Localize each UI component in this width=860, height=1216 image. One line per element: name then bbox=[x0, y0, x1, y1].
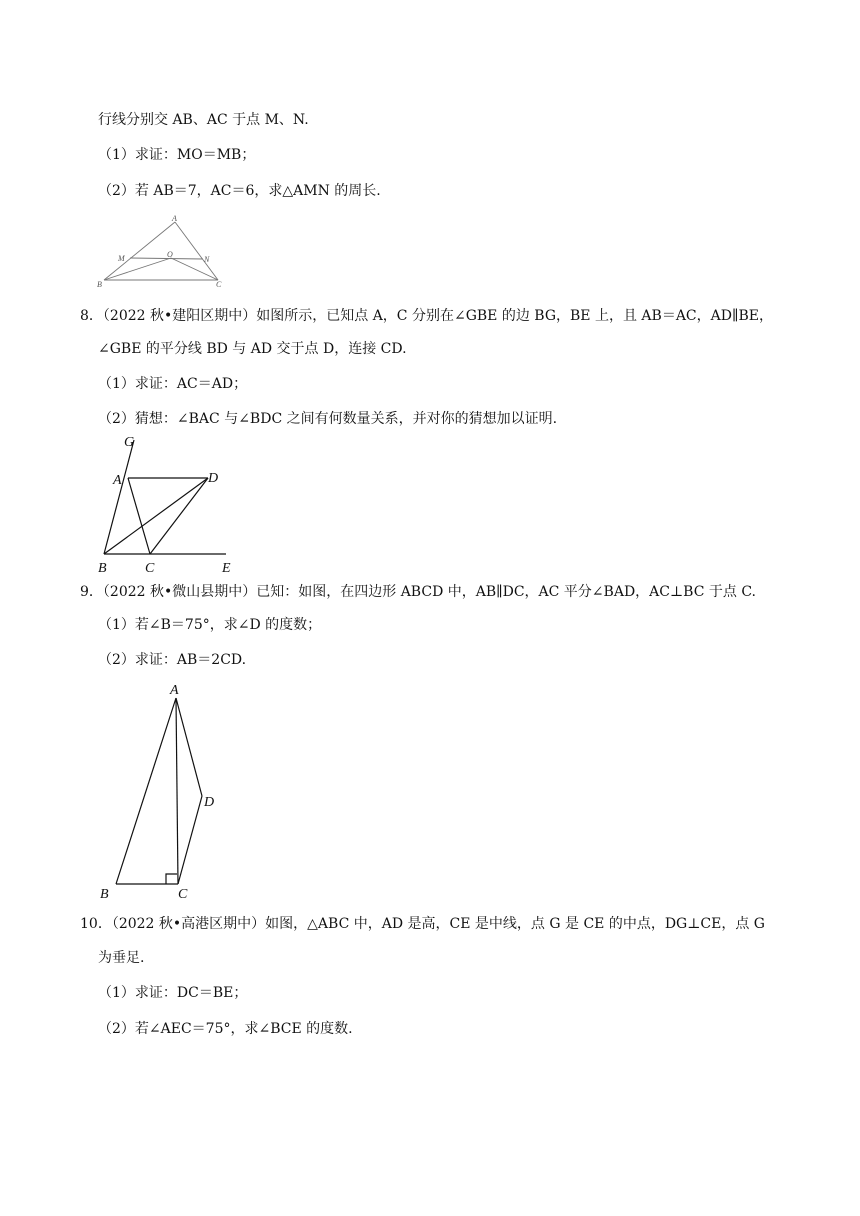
q9-label-a: A bbox=[170, 683, 179, 698]
q7-label-a: A bbox=[172, 214, 177, 223]
q10-part2: （2）若∠AEC＝75°，求∠BCE 的度数. bbox=[98, 1021, 353, 1037]
q9-line1: 9．（2022 秋•微山县期中）已知：如图，在四边形 ABCD 中，AB∥DC，AC 平分∠BAD，AC⊥BC 于点 C. bbox=[80, 584, 756, 600]
q7-label-m: M bbox=[118, 254, 125, 263]
q8-label-d: D bbox=[208, 471, 219, 486]
q7-label-o: O bbox=[167, 250, 173, 259]
q10-part1: （1）求证：DC＝BE； bbox=[98, 985, 248, 1001]
q9-part1: （1）若∠B＝75°，求∠D 的度数； bbox=[98, 617, 322, 633]
q7-intro: 行线分别交 AB、AC 于点 M、N. bbox=[98, 112, 309, 128]
q8-part1: （1）求证：AC＝AD； bbox=[98, 376, 248, 392]
q9-label-b: B bbox=[100, 887, 109, 900]
q10-line1: 10．（2022 秋•高港区期中）如图，△ABC 中，AD 是高，CE 是中线，点 G 是 CE 的中点，DG⊥CE，点 G bbox=[80, 916, 765, 932]
q8-label-a: A bbox=[113, 473, 122, 488]
q9-figure bbox=[96, 678, 226, 900]
q8-label-e: E bbox=[222, 561, 231, 576]
q7-part1: （1）求证：MO＝MB； bbox=[98, 147, 256, 163]
q9-label-c: C bbox=[178, 887, 188, 900]
q8-label-c: C bbox=[145, 561, 155, 576]
q7-figure bbox=[96, 212, 236, 292]
q8-figure bbox=[90, 430, 250, 576]
q8-label-g: G bbox=[124, 435, 135, 450]
q9-label-d: D bbox=[204, 795, 215, 810]
q7-label-b: B bbox=[97, 280, 102, 289]
q7-label-n: N bbox=[204, 255, 210, 264]
q7-label-c: C bbox=[216, 280, 222, 289]
q8-part2: （2）猜想：∠BAC 与∠BDC 之间有何数量关系，并对你的猜想加以证明. bbox=[98, 411, 558, 427]
q8-label-b: B bbox=[98, 561, 107, 576]
q8-line2: ∠GBE 的平分线 BD 与 AD 交于点 D，连接 CD. bbox=[98, 341, 407, 357]
q10-line2: 为垂足. bbox=[98, 950, 145, 966]
q9-part2: （2）求证：AB＝2CD. bbox=[98, 652, 247, 668]
q8-line1: 8．（2022 秋•建阳区期中）如图所示，已知点 A，C 分别在∠GBE 的边 BG，BE 上，且 AB＝AC，AD∥BE， bbox=[80, 308, 773, 324]
q7-part2: （2）若 AB＝7，AC＝6，求△AMN 的周长. bbox=[98, 183, 381, 199]
